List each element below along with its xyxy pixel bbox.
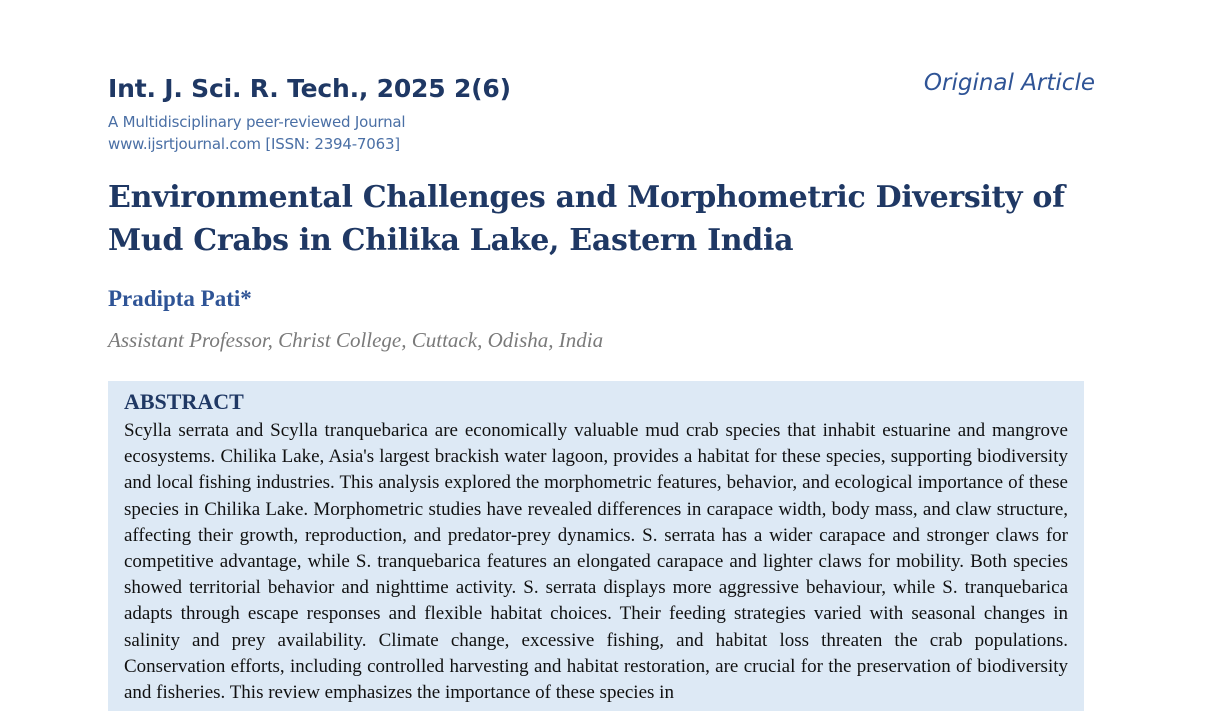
journal-description: A Multidisciplinary peer-reviewed Journal <box>108 113 406 131</box>
abstract-text: Scylla serrata and Scylla tranquebarica are economically valuable mud crab species that inhabit estuarine and mangrove ecosystems. Chilika Lake, Asia's largest brackish water lagoon, provides a habitat for these species, supporting biodiversity and local fishing industries. This analysis explored the morphometric features, behavior, and ecological importance of these species in Chilika Lake. Morphometric studies have revealed differences in carapace width, body mass, and claw structure, affecting their growth, reproduction, and predator-prey dynamics. S. serrata has a wider carapace and stronger claws for competitive advantage, while S. tranquebarica features an elongated carapace and lighter claws for mobility. Both species showed territorial behavior and nighttime activity. S. serrata displays more aggressive behaviour, while S. tranquebarica adapts through escape responses and flexible habitat choices. Their feeding strategies varied with seasonal changes in salinity and prey availability. Climate change, excessive fishing, and habitat loss threaten the crab populations. Conservation efforts, including controlled harvesting and habitat restoration, are crucial for the preservation of biodiversity and fisheries. This review emphasizes the importance of these species in <box>124 420 1068 704</box>
abstract-section <box>108 381 1084 711</box>
author-affiliation: Assistant Professor, Christ College, Cuttack, Odisha, India <box>108 328 604 352</box>
journal-title: Int. J. Sci. R. Tech., 2025 2(6) <box>108 74 511 103</box>
author-name: Pradipta Pati* <box>108 286 252 311</box>
article-type: Original Article <box>923 70 1095 96</box>
paper-title: Environmental Challenges and Morphometric Diversity of Mud Crabs in Chilika Lake, Eastern India <box>108 180 1065 258</box>
journal-website: www.ijsrtjournal.com [ISSN: 2394-7063] <box>108 135 400 153</box>
abstract-heading: ABSTRACT <box>124 389 244 414</box>
